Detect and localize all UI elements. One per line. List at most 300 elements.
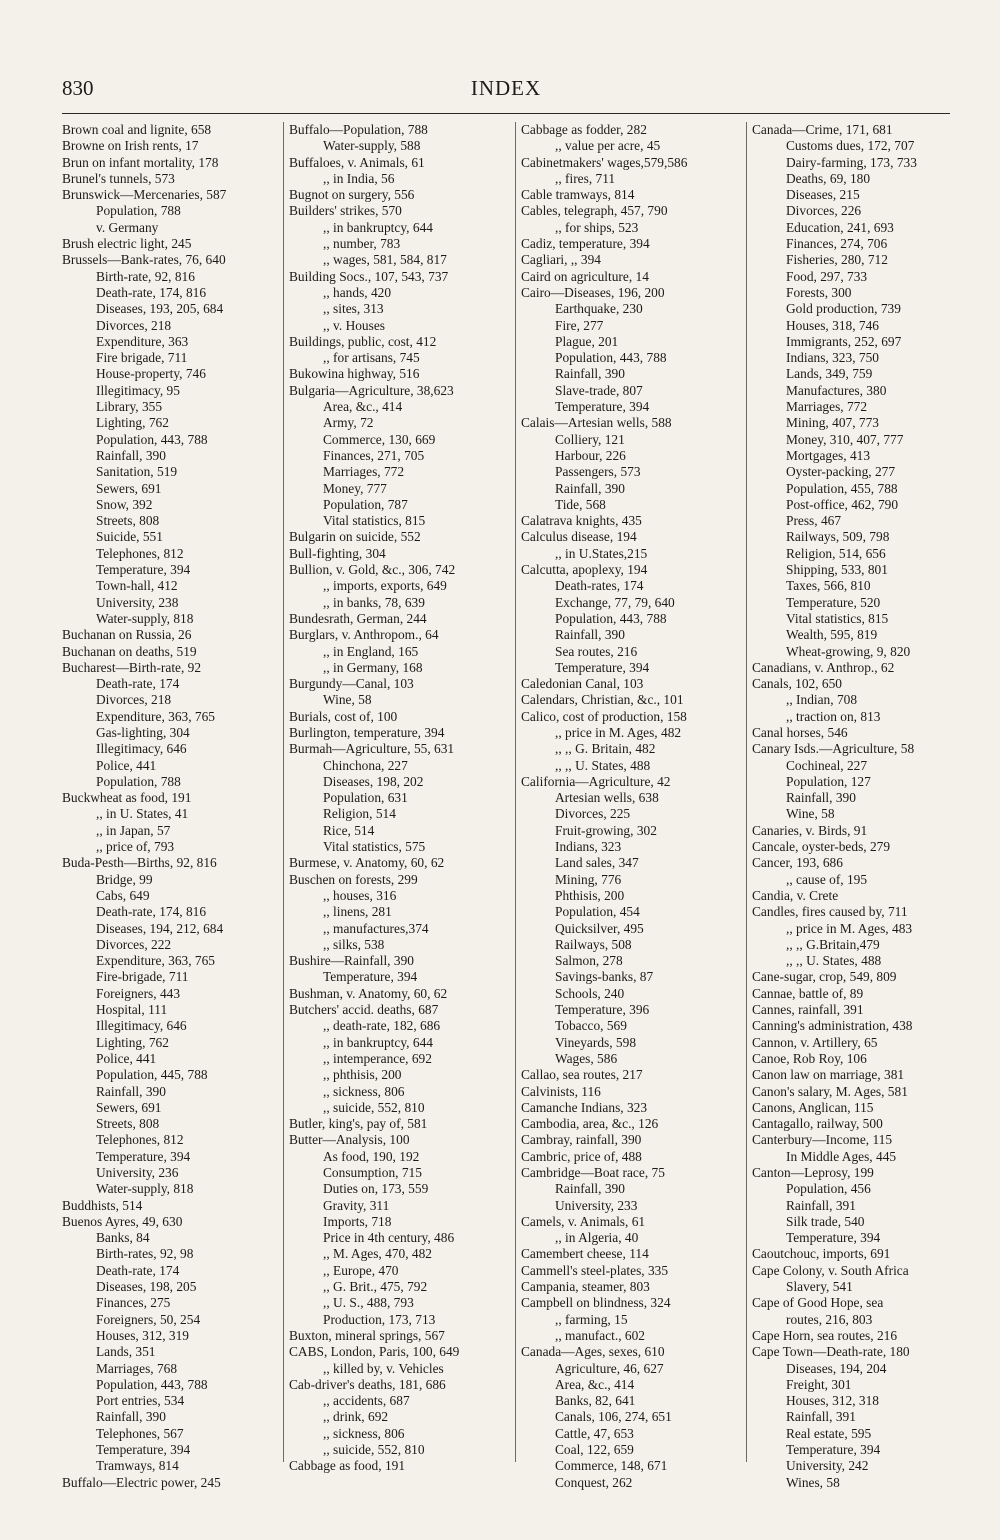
index-subentry: Slave-trade, 807 bbox=[555, 382, 643, 398]
index-entry: Buxton, mineral springs, 567 bbox=[289, 1327, 445, 1343]
index-entry: Cammell's steel-plates, 335 bbox=[521, 1262, 669, 1278]
index-subentry: Manufactures, 380 bbox=[786, 382, 887, 398]
index-subentry: University, 238 bbox=[96, 594, 179, 610]
index-entry: Cables, telegraph, 457, 790 bbox=[521, 203, 668, 219]
index-entry: Burglars, v. Anthropom., 64 bbox=[289, 627, 439, 643]
index-subentry: Wine, 58 bbox=[323, 692, 372, 708]
index-subentry: ,, sites, 313 bbox=[323, 301, 384, 317]
index-subentry: Diseases, 198, 205 bbox=[96, 1279, 197, 1295]
index-entry: Callao, sea routes, 217 bbox=[521, 1067, 643, 1083]
index-entry: Canadians, v. Anthrop., 62 bbox=[752, 659, 895, 675]
index-subentry: Police, 441 bbox=[96, 1050, 157, 1066]
index-subentry: ,, U. S., 488, 793 bbox=[323, 1295, 414, 1311]
index-entry: Bushire—Rainfall, 390 bbox=[289, 953, 414, 969]
index-entry: Canada—Crime, 171, 681 bbox=[752, 122, 893, 137]
index-subentry: Area, &c., 414 bbox=[323, 399, 403, 415]
index-subentry: Coal, 122, 659 bbox=[555, 1442, 634, 1458]
index-subentry: Fruit-growing, 302 bbox=[555, 822, 657, 838]
index-subentry: In Middle Ages, 445 bbox=[786, 1148, 897, 1164]
index-entry: Cantagallo, railway, 500 bbox=[752, 1116, 883, 1132]
index-entry: Bulgarin on suicide, 552 bbox=[289, 529, 421, 545]
index-subentry: Port entries, 534 bbox=[96, 1393, 185, 1409]
index-subentry: Houses, 318, 746 bbox=[786, 317, 879, 333]
index-subentry: Diseases, 194, 212, 684 bbox=[96, 920, 224, 936]
index-subentry: Finances, 275 bbox=[96, 1295, 171, 1311]
index-subentry: Tide, 568 bbox=[555, 496, 606, 512]
index-entry: Cabinetmakers' wages,579,586 bbox=[521, 154, 688, 170]
index-entry: Canton—Leprosy, 199 bbox=[752, 1165, 874, 1180]
index-subentry: Water-supply, 588 bbox=[323, 138, 421, 154]
index-subentry: ,, linens, 281 bbox=[323, 904, 392, 920]
index-subentry: Divorces, 218 bbox=[96, 692, 172, 708]
index-subentry: routes, 216, 803 bbox=[786, 1311, 873, 1327]
index-subentry: ,, traction on, 813 bbox=[786, 708, 881, 724]
index-entry: California—Agriculture, 42 bbox=[521, 773, 671, 789]
index-subentry: ,, for artisans, 745 bbox=[323, 350, 420, 366]
index-entry: Buchanan on Russia, 26 bbox=[62, 627, 192, 643]
index-subentry: ,, death-rate, 182, 686 bbox=[323, 1018, 441, 1034]
index-subentry: ,, for ships, 523 bbox=[555, 219, 639, 235]
index-entry: Butter—Analysis, 100 bbox=[289, 1132, 410, 1148]
index-subentry: Population, 443, 788 bbox=[555, 610, 667, 626]
index-entry: Bushman, v. Anatomy, 60, 62 bbox=[289, 985, 448, 1001]
index-subentry: ,, wages, 581, 584, 817 bbox=[323, 252, 447, 268]
index-entry: Brun on infant mortality, 178 bbox=[62, 154, 219, 170]
index-subentry: University, 233 bbox=[555, 1197, 638, 1213]
index-subentry: Sanitation, 519 bbox=[96, 464, 178, 480]
index-subentry: Population, 443, 788 bbox=[96, 1376, 208, 1392]
index-entry: Calendars, Christian, &c., 101 bbox=[521, 692, 684, 708]
index-subentry: Illegitimacy, 95 bbox=[96, 382, 180, 398]
index-subentry: Indians, 323, 750 bbox=[786, 350, 879, 366]
index-subentry: Lighting, 762 bbox=[96, 1034, 169, 1050]
index-subentry: Streets, 808 bbox=[96, 1116, 160, 1132]
index-entry: Cable tramways, 814 bbox=[521, 187, 635, 203]
index-subentry: Post-office, 462, 790 bbox=[786, 496, 899, 512]
index-entry: Cane-sugar, crop, 549, 809 bbox=[752, 969, 897, 985]
index-entry: Brunel's tunnels, 573 bbox=[62, 170, 175, 186]
index-subentry: ,, hands, 420 bbox=[323, 284, 392, 300]
index-subentry: Production, 173, 713 bbox=[323, 1311, 436, 1327]
index-subentry: Lighting, 762 bbox=[96, 415, 169, 431]
index-entry: CABS, London, Paris, 100, 649 bbox=[289, 1344, 460, 1360]
index-subentry: Divorces, 226 bbox=[786, 203, 862, 219]
index-entry: Builders' strikes, 570 bbox=[289, 203, 402, 219]
index-entry: Canning's administration, 438 bbox=[752, 1018, 913, 1034]
index-subentry: Duties on, 173, 559 bbox=[323, 1181, 429, 1197]
index-entry: Cannae, battle of, 89 bbox=[752, 985, 864, 1001]
index-subentry: Death-rate, 174, 816 bbox=[96, 904, 207, 920]
index-subentry: ,, v. Houses bbox=[323, 317, 385, 333]
index-subentry: Cattle, 47, 653 bbox=[555, 1425, 634, 1441]
index-entry: Calculus disease, 194 bbox=[521, 529, 637, 545]
index-entry: Cab-driver's deaths, 181, 686 bbox=[289, 1376, 446, 1392]
index-entry: Burgundy—Canal, 103 bbox=[289, 676, 414, 692]
index-entry: Caledonian Canal, 103 bbox=[521, 676, 644, 692]
index-entry: Candles, fires caused by, 711 bbox=[752, 904, 908, 920]
index-subentry: Banks, 84 bbox=[96, 1230, 150, 1246]
index-subentry: Houses, 312, 319 bbox=[96, 1327, 189, 1343]
index-entry: Buenos Ayres, 49, 630 bbox=[62, 1213, 183, 1229]
index-subentry: ,, G. Brit., 475, 792 bbox=[323, 1279, 428, 1295]
index-subentry: Food, 297, 733 bbox=[786, 268, 868, 284]
index-subentry: Rainfall, 390 bbox=[555, 366, 625, 382]
index-subentry: Hospital, 111 bbox=[96, 1002, 168, 1018]
index-entry: Canada—Ages, sexes, 610 bbox=[521, 1344, 665, 1360]
index-entry: Canon's salary, M. Ages, 581 bbox=[752, 1083, 908, 1099]
index-subentry: Divorces, 225 bbox=[555, 806, 631, 822]
index-entry: Camanche Indians, 323 bbox=[521, 1099, 648, 1115]
index-subentry: Conquest, 262 bbox=[555, 1474, 633, 1490]
index-subentry: ,, fires, 711 bbox=[555, 170, 616, 186]
index-entry: Cape Colony, v. South Africa bbox=[752, 1262, 909, 1278]
index-subentry: Silk trade, 540 bbox=[786, 1213, 865, 1229]
index-entry: Cambridge—Boat race, 75 bbox=[521, 1165, 665, 1180]
index-subentry: Snow, 392 bbox=[96, 496, 153, 512]
index-subentry: ,, price in M. Ages, 483 bbox=[786, 920, 913, 936]
index-subentry: Immigrants, 252, 697 bbox=[786, 333, 902, 349]
index-subentry: ,, price in M. Ages, 482 bbox=[555, 724, 682, 740]
index-entry: Cannes, rainfall, 391 bbox=[752, 1002, 864, 1018]
index-subentry: Bridge, 99 bbox=[96, 871, 153, 887]
index-subentry: ,, Europe, 470 bbox=[323, 1262, 399, 1278]
index-subentry: Finances, 271, 705 bbox=[323, 447, 425, 463]
index-subentry: Telephones, 812 bbox=[96, 1132, 184, 1148]
index-subentry: Harbour, 226 bbox=[555, 447, 626, 463]
index-subentry: ,, in India, 56 bbox=[323, 170, 395, 186]
index-subentry: Tobacco, 569 bbox=[555, 1018, 627, 1034]
index-subentry: ,, sickness, 806 bbox=[323, 1425, 405, 1441]
index-subentry: Phthisis, 200 bbox=[555, 887, 625, 903]
index-subentry: Rice, 514 bbox=[323, 822, 375, 838]
index-subentry: Taxes, 566, 810 bbox=[786, 578, 871, 594]
index-subentry: Area, &c., 414 bbox=[555, 1376, 635, 1392]
index-subentry: ,, in Japan, 57 bbox=[96, 822, 171, 838]
index-subentry: Lands, 351 bbox=[96, 1344, 156, 1360]
index-entry: Building Socs., 107, 543, 737 bbox=[289, 268, 449, 284]
index-subentry: Death-rates, 174 bbox=[555, 578, 644, 594]
index-entry: Camels, v. Animals, 61 bbox=[521, 1213, 646, 1229]
header-rule bbox=[62, 113, 950, 114]
index-subentry: v. Germany bbox=[96, 219, 159, 235]
index-subentry: Water-supply, 818 bbox=[96, 1181, 194, 1197]
index-subentry: ,, ,, U. States, 488 bbox=[786, 953, 882, 969]
index-subentry: Quicksilver, 495 bbox=[555, 920, 644, 936]
index-subentry: Forests, 300 bbox=[786, 284, 852, 300]
index-subentry: ,, in bankruptcy, 644 bbox=[323, 219, 433, 235]
index-subentry: Wheat-growing, 9, 820 bbox=[786, 643, 911, 659]
index-subentry: Birth-rate, 92, 816 bbox=[96, 268, 195, 284]
index-subentry: Sewers, 691 bbox=[96, 1099, 162, 1115]
index-subentry: Temperature, 394 bbox=[555, 399, 650, 415]
index-subentry: Library, 355 bbox=[96, 399, 163, 415]
index-subentry: ,, value per acre, 45 bbox=[555, 138, 661, 154]
index-subentry: Cabs, 649 bbox=[96, 887, 150, 903]
index-subentry: Temperature, 394 bbox=[786, 1442, 881, 1458]
index-subentry: ,, farming, 15 bbox=[555, 1311, 628, 1327]
index-subentry: Population, 455, 788 bbox=[786, 480, 898, 496]
index-entry: Buda-Pesth—Births, 92, 816 bbox=[62, 855, 217, 871]
index-entry: Campania, steamer, 803 bbox=[521, 1279, 650, 1295]
index-subentry: Religion, 514 bbox=[323, 806, 396, 822]
index-subentry: Marriages, 772 bbox=[786, 399, 868, 415]
index-subentry: As food, 190, 192 bbox=[323, 1148, 420, 1164]
index-subentry: ,, ,, G. Britain, 482 bbox=[555, 741, 656, 757]
index-subentry: ,, manufactures,374 bbox=[323, 920, 429, 936]
index-subentry: Colliery, 121 bbox=[555, 431, 625, 447]
index-column-2 bbox=[289, 122, 514, 1475]
index-entry: Bugnot on surgery, 556 bbox=[289, 187, 415, 203]
index-entry: Candia, v. Crete bbox=[752, 887, 839, 903]
index-entry: Canaries, v. Birds, 91 bbox=[752, 822, 868, 838]
index-subentry: Population, 443, 788 bbox=[96, 431, 208, 447]
index-subentry: Sea routes, 216 bbox=[555, 643, 638, 659]
index-subentry: Money, 310, 407, 777 bbox=[786, 431, 904, 447]
index-subentry: Banks, 82, 641 bbox=[555, 1393, 636, 1409]
index-subentry: ,, phthisis, 200 bbox=[323, 1067, 402, 1083]
index-subentry: Death-rate, 174 bbox=[96, 676, 180, 692]
index-subentry: Gold production, 739 bbox=[786, 301, 901, 317]
index-column-1 bbox=[62, 122, 284, 1491]
index-subentry: Railways, 508 bbox=[555, 936, 632, 952]
index-entry: Caird on agriculture, 14 bbox=[521, 268, 649, 284]
index-subentry: Rainfall, 390 bbox=[96, 1083, 166, 1099]
index-subentry: Divorces, 218 bbox=[96, 317, 172, 333]
index-subentry: Expenditure, 363, 765 bbox=[96, 708, 216, 724]
index-subentry: Temperature, 396 bbox=[555, 1002, 650, 1018]
index-subentry: Rainfall, 391 bbox=[786, 1197, 856, 1213]
index-subentry: Earthquake, 230 bbox=[555, 301, 643, 317]
index-subentry: Suicide, 551 bbox=[96, 529, 163, 545]
index-entry: Cambray, rainfall, 390 bbox=[521, 1132, 642, 1148]
index-subentry: Vital statistics, 815 bbox=[323, 513, 426, 529]
index-subentry: ,, accidents, 687 bbox=[323, 1393, 410, 1409]
index-subentry: Temperature, 394 bbox=[323, 969, 418, 985]
index-column-3 bbox=[521, 122, 746, 1491]
index-subentry: Population, 454 bbox=[555, 904, 640, 920]
index-entry: Cambric, price of, 488 bbox=[521, 1148, 642, 1164]
index-subentry: Expenditure, 363 bbox=[96, 333, 189, 349]
index-subentry: Diseases, 215 bbox=[786, 187, 860, 203]
index-subentry: Army, 72 bbox=[323, 415, 374, 431]
index-subentry: Population, 631 bbox=[323, 790, 408, 806]
index-subentry: Sewers, 691 bbox=[96, 480, 162, 496]
index-subentry: ,, silks, 538 bbox=[323, 936, 385, 952]
index-subentry: Rainfall, 390 bbox=[555, 480, 625, 496]
index-entry: Bullion, v. Gold, &c., 306, 742 bbox=[289, 562, 456, 578]
index-subentry: Population, 788 bbox=[96, 203, 181, 219]
index-entry: Buddhists, 514 bbox=[62, 1197, 143, 1213]
index-subentry: Rainfall, 390 bbox=[96, 1409, 166, 1425]
index-subentry: ,, in banks, 78, 639 bbox=[323, 594, 425, 610]
index-subentry: Wages, 586 bbox=[555, 1050, 618, 1066]
index-entry: Brown coal and lignite, 658 bbox=[62, 122, 212, 137]
index-subentry: Divorces, 222 bbox=[96, 936, 172, 952]
index-subentry: Vital statistics, 575 bbox=[323, 839, 426, 855]
index-entry: Brussels—Bank-rates, 76, 640 bbox=[62, 252, 226, 268]
index-subentry: Religion, 514, 656 bbox=[786, 545, 886, 561]
index-entry: Burmese, v. Anatomy, 60, 62 bbox=[289, 855, 445, 871]
index-subentry: Population, 788 bbox=[96, 773, 181, 789]
index-subentry: Population, 445, 788 bbox=[96, 1067, 208, 1083]
index-entry: Buffalo—Population, 788 bbox=[289, 122, 428, 137]
index-entry: Cape Town—Death-rate, 180 bbox=[752, 1344, 910, 1360]
index-subentry: Foreigners, 443 bbox=[96, 985, 181, 1001]
index-subentry: Telephones, 812 bbox=[96, 545, 184, 561]
index-subentry: Gas-lighting, 304 bbox=[96, 724, 190, 740]
index-subentry: ,, M. Ages, 470, 482 bbox=[323, 1246, 432, 1262]
index-entry: Cancer, 193, 686 bbox=[752, 855, 843, 871]
index-subentry: Artesian wells, 638 bbox=[555, 790, 659, 806]
index-subentry: Canals, 106, 274, 651 bbox=[555, 1409, 672, 1425]
index-subentry: Gravity, 311 bbox=[323, 1197, 390, 1213]
index-subentry: ,, ,, G.Britain,479 bbox=[786, 936, 880, 952]
index-subentry: Population, 456 bbox=[786, 1181, 871, 1197]
index-subentry: Shipping, 533, 801 bbox=[786, 562, 888, 578]
index-entry: Buildings, public, cost, 412 bbox=[289, 333, 437, 349]
index-subentry: Fisheries, 280, 712 bbox=[786, 252, 888, 268]
index-entry: Calatrava knights, 435 bbox=[521, 513, 642, 529]
index-entry: Burlington, temperature, 394 bbox=[289, 724, 445, 740]
index-subentry: Death-rate, 174, 816 bbox=[96, 284, 207, 300]
index-entry: Canon law on marriage, 381 bbox=[752, 1067, 905, 1083]
index-subentry: ,, drink, 692 bbox=[323, 1409, 389, 1425]
index-entry: Canons, Anglican, 115 bbox=[752, 1099, 874, 1115]
index-columns bbox=[62, 122, 950, 1522]
index-subentry: Finances, 274, 706 bbox=[786, 236, 888, 252]
index-entry: Canoe, Rob Roy, 106 bbox=[752, 1050, 867, 1066]
index-subentry: Population, 127 bbox=[786, 773, 871, 789]
index-subentry: Diseases, 194, 204 bbox=[786, 1360, 887, 1376]
page-number: 830 bbox=[62, 76, 94, 100]
index-subentry: Press, 467 bbox=[786, 513, 842, 529]
index-entry: Butler, king's, pay of, 581 bbox=[289, 1116, 428, 1132]
index-subentry: ,, number, 783 bbox=[323, 236, 401, 252]
index-subentry: ,, cause of, 195 bbox=[786, 871, 868, 887]
index-subentry: Agriculture, 46, 627 bbox=[555, 1360, 664, 1376]
index-entry: Bukowina highway, 516 bbox=[289, 366, 420, 382]
index-entry: Cannon, v. Artillery, 65 bbox=[752, 1034, 878, 1050]
index-subentry: ,, in England, 165 bbox=[323, 643, 419, 659]
index-subentry: Savings-banks, 87 bbox=[555, 969, 654, 985]
index-subentry: Town-hall, 412 bbox=[96, 578, 178, 594]
index-entry: Buffaloes, v. Animals, 61 bbox=[289, 154, 425, 170]
index-entry: Cabbage as fodder, 282 bbox=[521, 122, 647, 137]
index-subentry: Salmon, 278 bbox=[555, 953, 623, 969]
index-entry: Cagliari, ,, 394 bbox=[521, 252, 601, 268]
index-entry: Cairo—Diseases, 196, 200 bbox=[521, 284, 665, 300]
index-subentry: ,, in bankruptcy, 644 bbox=[323, 1034, 433, 1050]
index-subentry: Wealth, 595, 819 bbox=[786, 627, 878, 643]
index-subentry: ,, intemperance, 692 bbox=[323, 1050, 432, 1066]
index-subentry: Real estate, 595 bbox=[786, 1425, 872, 1441]
index-subentry: Freight, 301 bbox=[786, 1376, 852, 1392]
index-entry: Canal horses, 546 bbox=[752, 724, 848, 740]
index-entry: Buschen on forests, 299 bbox=[289, 871, 418, 887]
index-entry: Cape Horn, sea routes, 216 bbox=[752, 1327, 898, 1343]
index-entry: Bulgaria—Agriculture, 38,623 bbox=[289, 382, 454, 398]
index-subentry: Railways, 509, 798 bbox=[786, 529, 890, 545]
index-subentry: Expenditure, 363, 765 bbox=[96, 953, 216, 969]
index-entry: Burmah—Agriculture, 55, 631 bbox=[289, 741, 455, 757]
index-subentry: Temperature, 394 bbox=[96, 1148, 191, 1164]
index-entry: Cabbage as food, 191 bbox=[289, 1458, 406, 1474]
index-entry: Brush electric light, 245 bbox=[62, 236, 192, 252]
index-subentry: Vital statistics, 815 bbox=[786, 610, 889, 626]
index-subentry: Temperature, 394 bbox=[555, 659, 650, 675]
index-subentry: Price in 4th century, 486 bbox=[323, 1230, 455, 1246]
index-subentry: ,, in U. States, 41 bbox=[96, 806, 189, 822]
index-entry: Buffalo—Electric power, 245 bbox=[62, 1474, 221, 1490]
page-header bbox=[62, 76, 950, 104]
index-entry: Buchanan on deaths, 519 bbox=[62, 643, 197, 659]
page-title: INDEX bbox=[470, 76, 542, 100]
index-entry: Bucharest—Birth-rate, 92 bbox=[62, 659, 202, 675]
index-subentry: ,, price of, 793 bbox=[96, 839, 175, 855]
index-entry: Buckwheat as food, 191 bbox=[62, 790, 192, 806]
index-subentry: Population, 443, 788 bbox=[555, 350, 667, 366]
index-subentry: Birth-rates, 92, 98 bbox=[96, 1246, 194, 1262]
index-entry: Caoutchouc, imports, 691 bbox=[752, 1246, 891, 1262]
index-entry: Cambodia, area, &c., 126 bbox=[521, 1116, 659, 1132]
index-entry: Calico, cost of production, 158 bbox=[521, 708, 687, 724]
index-subentry: Mining, 407, 773 bbox=[786, 415, 879, 431]
index-subentry: ,, manufact., 602 bbox=[555, 1327, 645, 1343]
index-entry: Butchers' accid. deaths, 687 bbox=[289, 1002, 439, 1018]
index-entry: Browne on Irish rents, 17 bbox=[62, 138, 199, 154]
index-entry: Calcutta, apoplexy, 194 bbox=[521, 562, 648, 578]
index-subentry: Schools, 240 bbox=[555, 985, 625, 1001]
index-subentry: Temperature, 394 bbox=[96, 562, 191, 578]
index-subentry: Oyster-packing, 277 bbox=[786, 464, 896, 480]
index-subentry: Diseases, 198, 202 bbox=[323, 773, 424, 789]
index-subentry: Population, 787 bbox=[323, 496, 408, 512]
index-subentry: Temperature, 520 bbox=[786, 594, 881, 610]
index-subentry: Consumption, 715 bbox=[323, 1165, 422, 1180]
index-subentry: Rainfall, 390 bbox=[555, 1181, 625, 1197]
index-subentry: Slavery, 541 bbox=[786, 1279, 853, 1295]
index-entry: Canals, 102, 650 bbox=[752, 676, 843, 692]
index-entry: Canary Isds.—Agriculture, 58 bbox=[752, 741, 915, 757]
index-entry: Campbell on blindness, 324 bbox=[521, 1295, 671, 1311]
index-entry: Calvinists, 116 bbox=[521, 1083, 601, 1099]
index-subentry: Diseases, 193, 205, 684 bbox=[96, 301, 224, 317]
index-subentry: Education, 241, 693 bbox=[786, 219, 894, 235]
index-subentry: ,, ,, U. States, 488 bbox=[555, 757, 651, 773]
index-subentry: Death-rate, 174 bbox=[96, 1262, 180, 1278]
index-subentry: Fire, 277 bbox=[555, 317, 604, 333]
index-subentry: Deaths, 69, 180 bbox=[786, 170, 871, 186]
index-subentry: Mining, 776 bbox=[555, 871, 622, 887]
index-subentry: Indians, 323 bbox=[555, 839, 622, 855]
index-subentry: House-property, 746 bbox=[96, 366, 206, 382]
index-subentry: Plague, 201 bbox=[555, 333, 619, 349]
index-subentry: Customs dues, 172, 707 bbox=[786, 138, 915, 154]
index-subentry: Wine, 58 bbox=[786, 806, 835, 822]
index-subentry: University, 236 bbox=[96, 1165, 179, 1180]
index-subentry: Commerce, 148, 671 bbox=[555, 1458, 668, 1474]
index-subentry: ,, in U.States,215 bbox=[555, 545, 648, 561]
index-entry: Burials, cost of, 100 bbox=[289, 708, 398, 724]
index-subentry: Fire brigade, 711 bbox=[96, 350, 188, 366]
index-subentry: Dairy-farming, 173, 733 bbox=[786, 154, 917, 170]
index-subentry: University, 242 bbox=[786, 1458, 869, 1474]
index-subentry: Temperature, 394 bbox=[786, 1230, 881, 1246]
index-entry: Cancale, oyster-beds, 279 bbox=[752, 839, 891, 855]
index-subentry: Tramways, 814 bbox=[96, 1458, 179, 1474]
index-subentry: Houses, 312, 318 bbox=[786, 1393, 879, 1409]
index-subentry: Temperature, 394 bbox=[96, 1442, 191, 1458]
